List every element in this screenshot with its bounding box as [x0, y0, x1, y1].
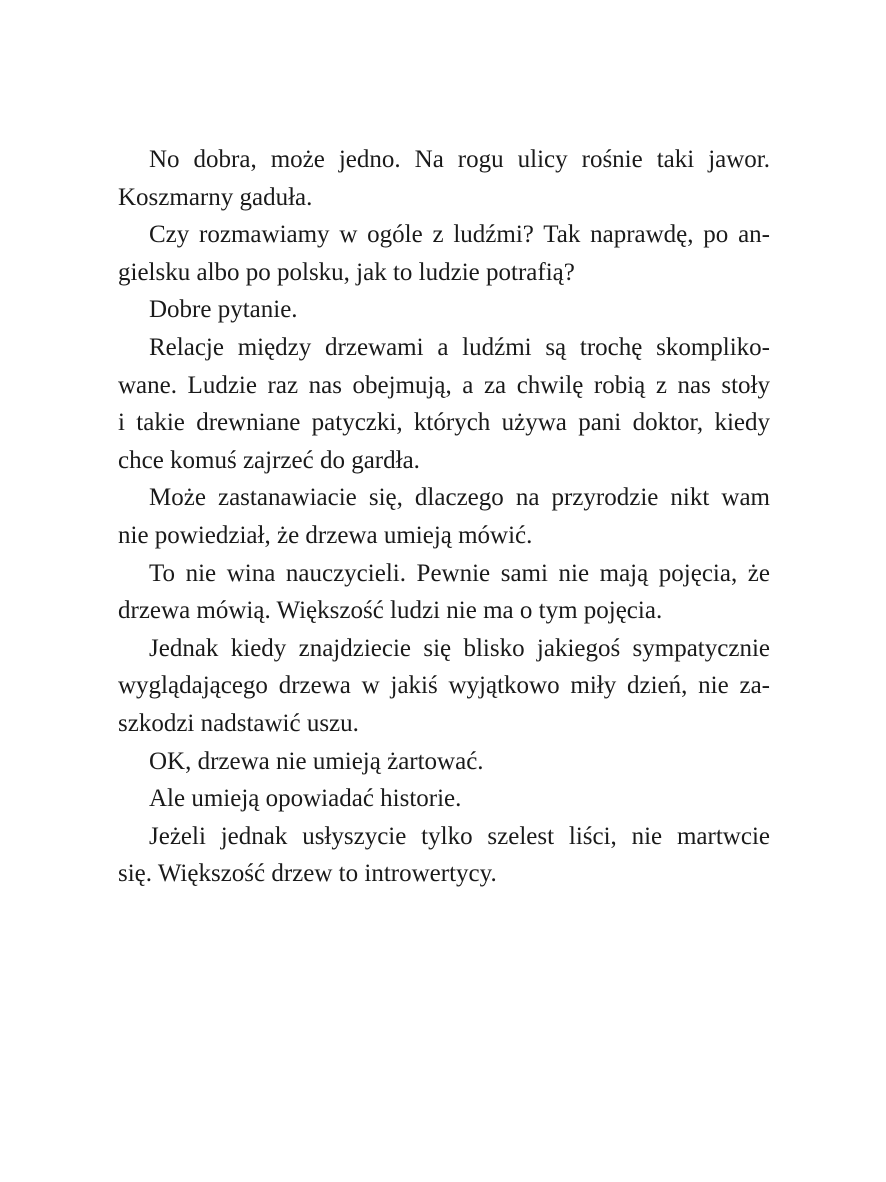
text-line: Dobre pytanie.: [149, 296, 298, 324]
paragraph-2: [118, 216, 770, 291]
text-line: Może zastanawiacie się, dlaczego na przyrodzie nikt wam: [149, 484, 770, 512]
paragraph-10: [118, 818, 770, 893]
book-page: [118, 141, 770, 893]
text-line: To nie wina nauczycieli. Pewnie sami nie mają pojęcia, że: [149, 559, 770, 587]
text-line: No dobra, może jedno. Na rogu ulicy rośnie taki jawor.: [149, 146, 770, 173]
text-line: wyglądającego drzewa w jakiś wyjątkowo miły dzień, nie za-: [118, 672, 770, 700]
text-line: Jeżeli jednak usłyszycie tylko szelest liści, nie martwcie: [149, 822, 770, 850]
text-line: wane. Ludzie raz nas obejmują, a za chwilę robią z nas stoły: [118, 371, 770, 399]
text-line: i takie drewniane patyczki, których używa pani doktor, kiedy: [118, 409, 770, 437]
text-line: szkodzi nadstawić uszu.: [118, 709, 359, 737]
text-line: Czy rozmawiamy w ogóle z ludźmi? Tak naprawdę, po an-: [149, 221, 770, 249]
text-line: się. Większość drzew to introwertycy.: [118, 860, 497, 888]
text-line: Koszmarny gaduła.: [118, 183, 313, 211]
paragraph-7: [118, 630, 770, 743]
text-line: nie powiedział, że drzewa umieją mówić.: [118, 521, 533, 549]
paragraph-8: [118, 743, 770, 781]
text-line: Ale umieją opowiadać historie.: [149, 785, 462, 813]
text-line: OK, drzewa nie umieją żartować.: [149, 747, 484, 775]
text-line: Relacje między drzewami a ludźmi są trochę skompliko-: [149, 333, 770, 361]
paragraph-3: [118, 291, 770, 329]
paragraph-9: [118, 780, 770, 818]
text-line: chce komuś zajrzeć do gardła.: [118, 446, 420, 474]
text-line: Jednak kiedy znajdziecie się blisko jakiegoś sympatycznie: [149, 634, 770, 662]
text-line: gielsku albo po polsku, jak to ludzie potrafią?: [118, 258, 575, 286]
text-line: drzewa mówią. Większość ludzi nie ma o tym pojęcia.: [118, 597, 663, 625]
paragraph-5: [118, 479, 770, 554]
paragraph-4: [118, 329, 770, 479]
paragraph-6: [118, 555, 770, 630]
paragraph-1: [118, 141, 770, 216]
